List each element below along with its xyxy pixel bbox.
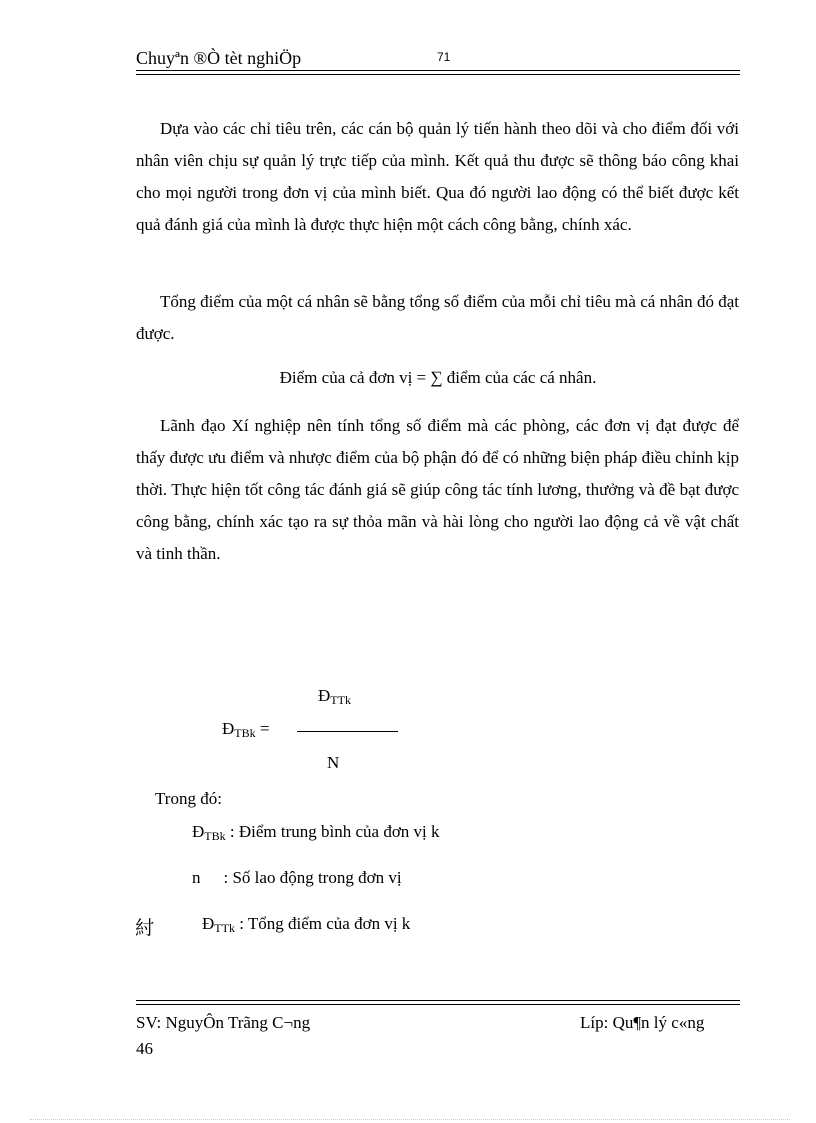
legend-desc-2: : Số lao động trong đơn vị [223,868,402,887]
footer-rule-2 [136,1004,740,1005]
footer-rule [136,1000,740,1001]
lhs-symbol: Đ [222,719,235,738]
formula-line: Điểm của cả đơn vị = ∑ điểm của các cá nhân. [279,368,597,387]
formula-denominator: N [327,753,340,772]
legend-symbol-2: n [192,868,201,887]
legend-item-2 [192,868,402,888]
header-rule-2 [136,74,740,75]
lhs-subscript: TBk [234,726,256,740]
fraction-bar [297,731,398,732]
legend-item-3 [202,914,410,934]
equals-sign: = [255,719,270,738]
header-title: Chuyªn ®Ò tèt nghiÖp [136,48,302,68]
formula-lhs [222,719,269,739]
numerator-subscript: TTk [330,693,351,707]
legend-symbol-1: Đ [192,822,205,841]
numerator-symbol: Đ [318,686,331,705]
legend-symbol-3: Đ [202,914,215,933]
legend-subscript-3: TTk [214,921,235,935]
formula-numerator [318,686,351,706]
footer-class: Líp: Qu¶n lý c«ng [580,1013,705,1032]
header-rule [136,70,740,71]
page-bottom-border [30,1119,790,1120]
legend-desc-1: : Điểm trung bình của đơn vị k [225,822,440,841]
legend-heading: Trong đó: [155,789,222,808]
paragraph-1: Dựa vào các chỉ tiêu trên, các cán bộ quản lý tiến hành theo dõi và cho điểm đối với nhân viên chịu sự quản lý trực tiếp của mình. Kết quả thu được sẽ thông báo công khai cho mọi người trong đơn vị của mình biết. Qua đó người lao động có thể biết được kết quả đánh giá của mình là được thực hiện một cách công bằng, chính xác. [136,119,739,234]
footer-class-suffix: 46 [136,1039,153,1058]
stray-glyph: 紂 [135,917,155,939]
legend-desc-3: : Tổng điểm của đơn vị k [234,914,411,933]
legend-item-1 [192,822,440,842]
paragraph-3: Lãnh đạo Xí nghiệp nên tính tổng số điểm mà các phòng, các đơn vị đạt được để thấy được ưu điểm và nhược điểm của bộ phận đó để có những biện pháp điều chỉnh kịp thời. Thực hiện tốt công tác đánh giá sẽ giúp công tác tính lương, thưởng và đề bạt được công bằng, chính xác tạo ra sự thỏa mãn và hài lòng cho người lao động cả về vật chất và tinh thần. [136,416,739,563]
legend-subscript-1: TBk [204,829,226,843]
paragraph-2: Tổng điểm của một cá nhân sẽ bằng tổng số điểm của mỗi chỉ tiêu mà cá nhân đó đạt được. [136,292,739,343]
page-number: 71 [437,50,451,64]
footer-student: SV: NguyÔn Trãng C¬ng [136,1013,311,1032]
